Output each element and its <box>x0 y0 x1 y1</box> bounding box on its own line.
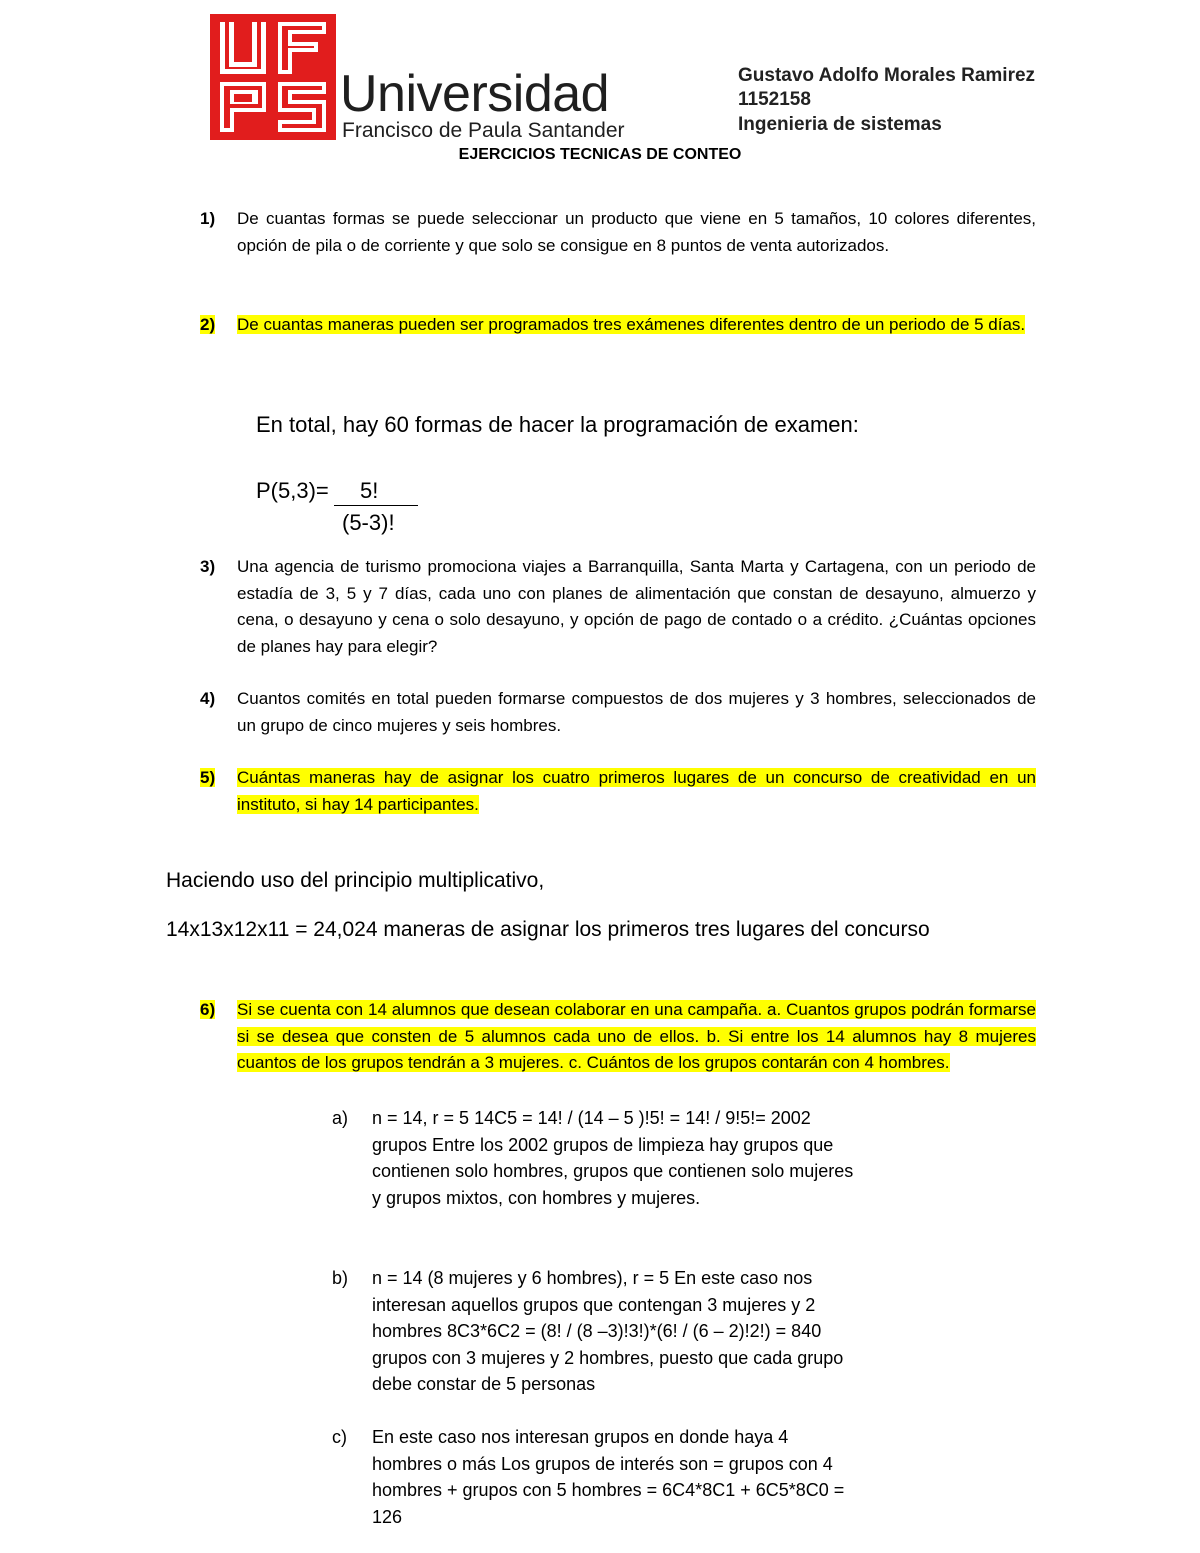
sub-item-label: b) <box>332 1268 349 1288</box>
question-number: 1) <box>200 209 216 228</box>
fraction-numerator: 5! <box>360 478 379 503</box>
fraction-denominator: (5-3)! <box>342 510 395 535</box>
document-title: EJERCICIOS TECNICAS DE CONTEO <box>458 146 742 163</box>
fraction-bar <box>334 505 418 506</box>
answer-2-intro: En total, hay 60 formas de hacer la programación de examen: <box>256 412 859 437</box>
question-4 <box>200 686 1036 739</box>
question-text: Cuantos comités en total pueden formarse compuestos de dos mujeres y 3 hombres, seleccionados de un grupo de cinco mujeres y seis hombres. <box>237 689 1036 735</box>
question-number: 2) <box>200 315 216 334</box>
sub-item-text: En este caso nos interesan grupos en donde haya 4 hombres o más Los grupos de interés son = grupos con 4 hombres + grupos con 5 hombres = 6C4*8C1 + 6C5*8C0 = 126 <box>372 1427 845 1527</box>
author-code: 1152158 <box>738 89 811 110</box>
question-text: De cuantas formas se puede seleccionar un producto que viene en 5 tamaños, 10 colores diferentes, opción de pila o de corriente y que solo se consigue en 8 puntos de venta autorizados. <box>237 209 1036 255</box>
answer-6-a <box>332 1105 864 1211</box>
question-text: De cuantas maneras pueden ser programados tres exámenes diferentes dentro de un periodo de 5 días. <box>237 315 1026 334</box>
question-5 <box>200 765 1036 818</box>
question-text: Cuántas maneras hay de asignar los cuatro primeros lugares de un concurso de creatividad en un instituto, si hay 14 participantes. <box>237 768 1036 814</box>
question-text: Una agencia de turismo promociona viajes a Barranquilla, Santa Marta y Cartagena, con un periodo de estadía de 3, 5 y 7 días, cada uno con planes de alimentación que constan de desayuno, almuerzo y cena, o desayuno y cena o solo desayuno, y opción de pago de contado o a crédito. ¿Cuántas opciones de planes hay para elegir? <box>237 557 1036 656</box>
sub-item-text: n = 14, r = 5 14C5 = 14! / (14 – 5 )!5! = 14! / 9!5!= 2002 grupos Entre los 2002 grupos de limpieza hay grupos que contienen solo hombres, grupos que contienen solo mujeres y grupos mixtos, con hombres y mujeres. <box>372 1108 854 1208</box>
university-wordmark: Universidad <box>340 65 610 123</box>
sub-item-label: c) <box>332 1427 347 1447</box>
question-number: 5) <box>200 768 216 787</box>
permutation-lhs: P(5,3)= <box>256 478 329 503</box>
sub-item-label: a) <box>332 1108 349 1128</box>
ufps-logo <box>210 14 336 140</box>
question-2 <box>200 312 1036 339</box>
answer-6-b <box>332 1265 872 1398</box>
question-3 <box>200 554 1036 660</box>
answer-6-c <box>332 1424 852 1530</box>
question-number: 3) <box>200 557 216 576</box>
question-6 <box>200 997 1036 1077</box>
author-program: Ingenieria de sistemas <box>738 114 942 135</box>
author-name: Gustavo Adolfo Morales Ramirez <box>738 65 1036 86</box>
question-1 <box>200 206 1036 259</box>
question-number: 6) <box>200 1000 216 1019</box>
answer-5-line-2: 14x13x12x11 = 24,024 maneras de asignar los primeros tres lugares del concurso <box>166 918 930 941</box>
answer-5-line-1: Haciendo uso del principio multiplicativo, <box>166 869 545 892</box>
question-number: 4) <box>200 689 216 708</box>
university-subtitle: Francisco de Paula Santander <box>342 119 625 142</box>
question-text: Si se cuenta con 14 alumnos que desean colaborar en una campaña. a. Cuantos grupos podrán formarse si se desea que consten de 5 alumnos cada uno de ellos. b. Si entre los 14 alumnos hay 8 mujeres cuantos de los grupos tendrán a 3 mujeres. c. Cuántos de los grupos contarán con 4 hombres. <box>237 1000 1036 1072</box>
sub-item-text: n = 14 (8 mujeres y 6 hombres), r = 5 En este caso nos interesan aquellos grupos que contengan 3 mujeres y 2 hombres 8C3*6C2 = (8! / (8 –3)!3!)*(6! / (6 – 2)!2!) = 840 grupos con 3 mujeres y 2 hombres, puesto que cada grupo debe constar de 5 personas <box>372 1268 844 1394</box>
